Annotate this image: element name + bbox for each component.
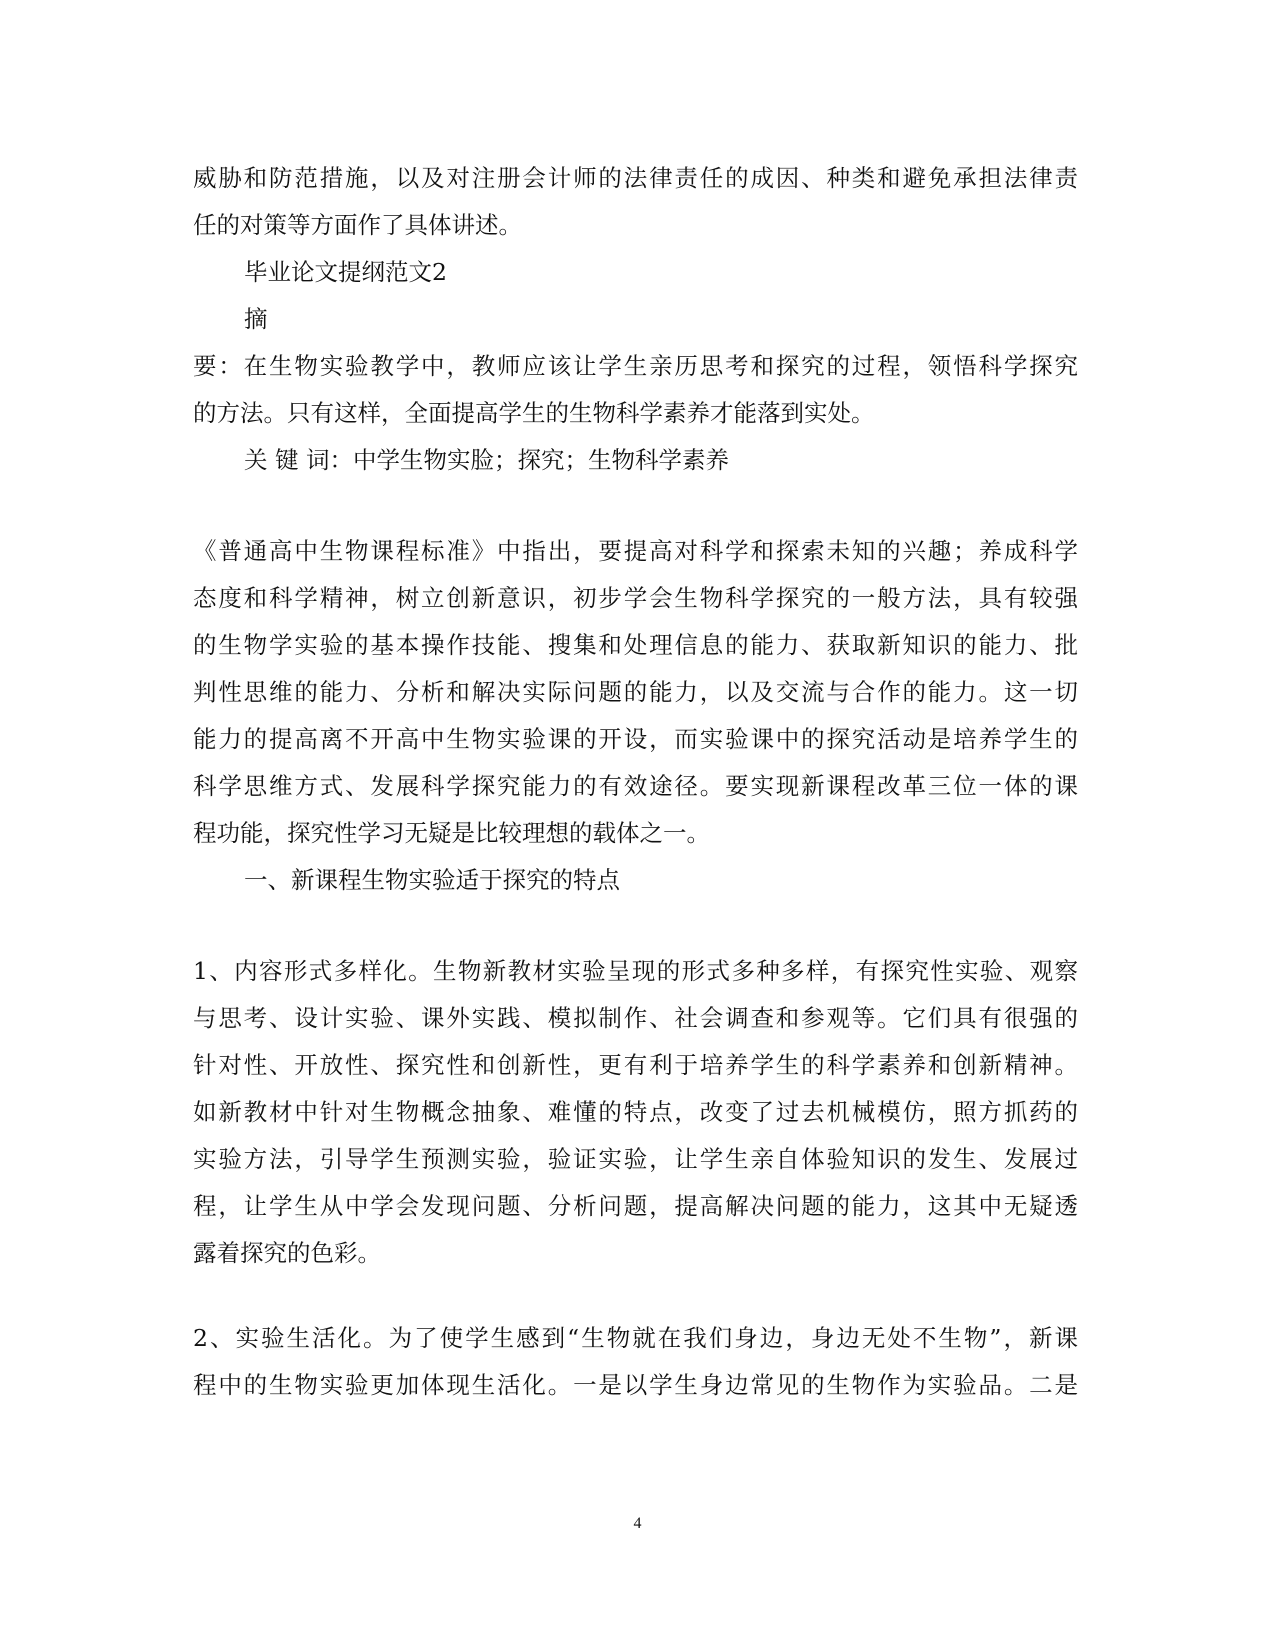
paragraph-line: 实验方法，引导学生预测实验，验证实验，让学生亲自体验知识的发生、发展过 [193, 1145, 1078, 1173]
paragraph-line: 能力的提高离不开高中生物实验课的开设，而实验课中的探究活动是培养学生的 [193, 725, 1078, 753]
section-one [193, 857, 1078, 904]
paragraph-line: 任的对策等方面作了具体讲述。 [193, 211, 522, 239]
point-two-paragraph [193, 1315, 1078, 1409]
abstract-line: 的方法。只有这样，全面提高学生的生物科学素养才能落到实处。 [193, 399, 875, 427]
section-heading: 毕业论文提纲范文2 [244, 258, 447, 286]
paragraph-line: 与思考、设计实验、课外实践、模拟制作、社会调查和参观等。它们具有很强的 [193, 1004, 1078, 1032]
abstract-section [193, 296, 1078, 484]
intro-paragraph [193, 528, 1078, 857]
paragraph-line: 《普通高中生物课程标准》中指出，要提高对科学和探索未知的兴趣；养成科学 [193, 537, 1078, 565]
paragraph-line: 程，让学生从中学会发现问题、分析问题，提高解决问题的能力，这其中无疑透 [193, 1192, 1078, 1220]
paragraph-line: 程功能，探究性学习无疑是比较理想的载体之一。 [193, 819, 710, 847]
paragraph-line: 露着探究的色彩。 [193, 1239, 381, 1267]
continuation-paragraph [193, 155, 1078, 249]
paragraph-line: 2、实验生活化。为了使学生感到“生物就在我们身边，身边无处不生物”，新课 [193, 1324, 1078, 1352]
section-heading: 一、新课程生物实验适于探究的特点 [244, 866, 620, 894]
sample-heading [193, 249, 1078, 296]
paragraph-line: 针对性、开放性、探究性和创新性，更有利于培养学生的科学素养和创新精神。 [193, 1051, 1078, 1079]
paragraph-line: 判性思维的能力、分析和解决实际问题的能力，以及交流与合作的能力。这一切 [193, 678, 1078, 706]
paragraph-line: 如新教材中针对生物概念抽象、难懂的特点，改变了过去机械模仿，照方抓药的 [193, 1098, 1078, 1126]
abstract-line: 要：在生物实验教学中，教师应该让学生亲历思考和探究的过程，领悟科学探究 [193, 352, 1078, 380]
keywords-line: 关 键 词：中学生物实脸；探究；生物科学素养 [244, 446, 729, 474]
abstract-label: 摘 [244, 305, 268, 333]
paragraph-line: 的生物学实验的基本操作技能、搜集和处理信息的能力、获取新知识的能力、批 [193, 631, 1078, 659]
point-one-paragraph [193, 948, 1078, 1277]
paragraph-line: 程中的生物实验更加体现生活化。一是以学生身边常见的生物作为实验品。二是 [193, 1371, 1078, 1399]
paragraph-line: 1、内容形式多样化。生物新教材实验呈现的形式多种多样，有探究性实验、观察 [193, 957, 1078, 985]
paragraph-line: 威胁和防范措施，以及对注册会计师的法律责任的成因、种类和避免承担法律责 [193, 164, 1078, 192]
paragraph-line: 态度和科学精神，树立创新意识，初步学会生物科学探究的一般方法，具有较强 [193, 584, 1078, 612]
page-number: 4 [633, 1515, 642, 1532]
paragraph-line: 科学思维方式、发展科学探究能力的有效途径。要实现新课程改革三位一体的课 [193, 772, 1078, 800]
